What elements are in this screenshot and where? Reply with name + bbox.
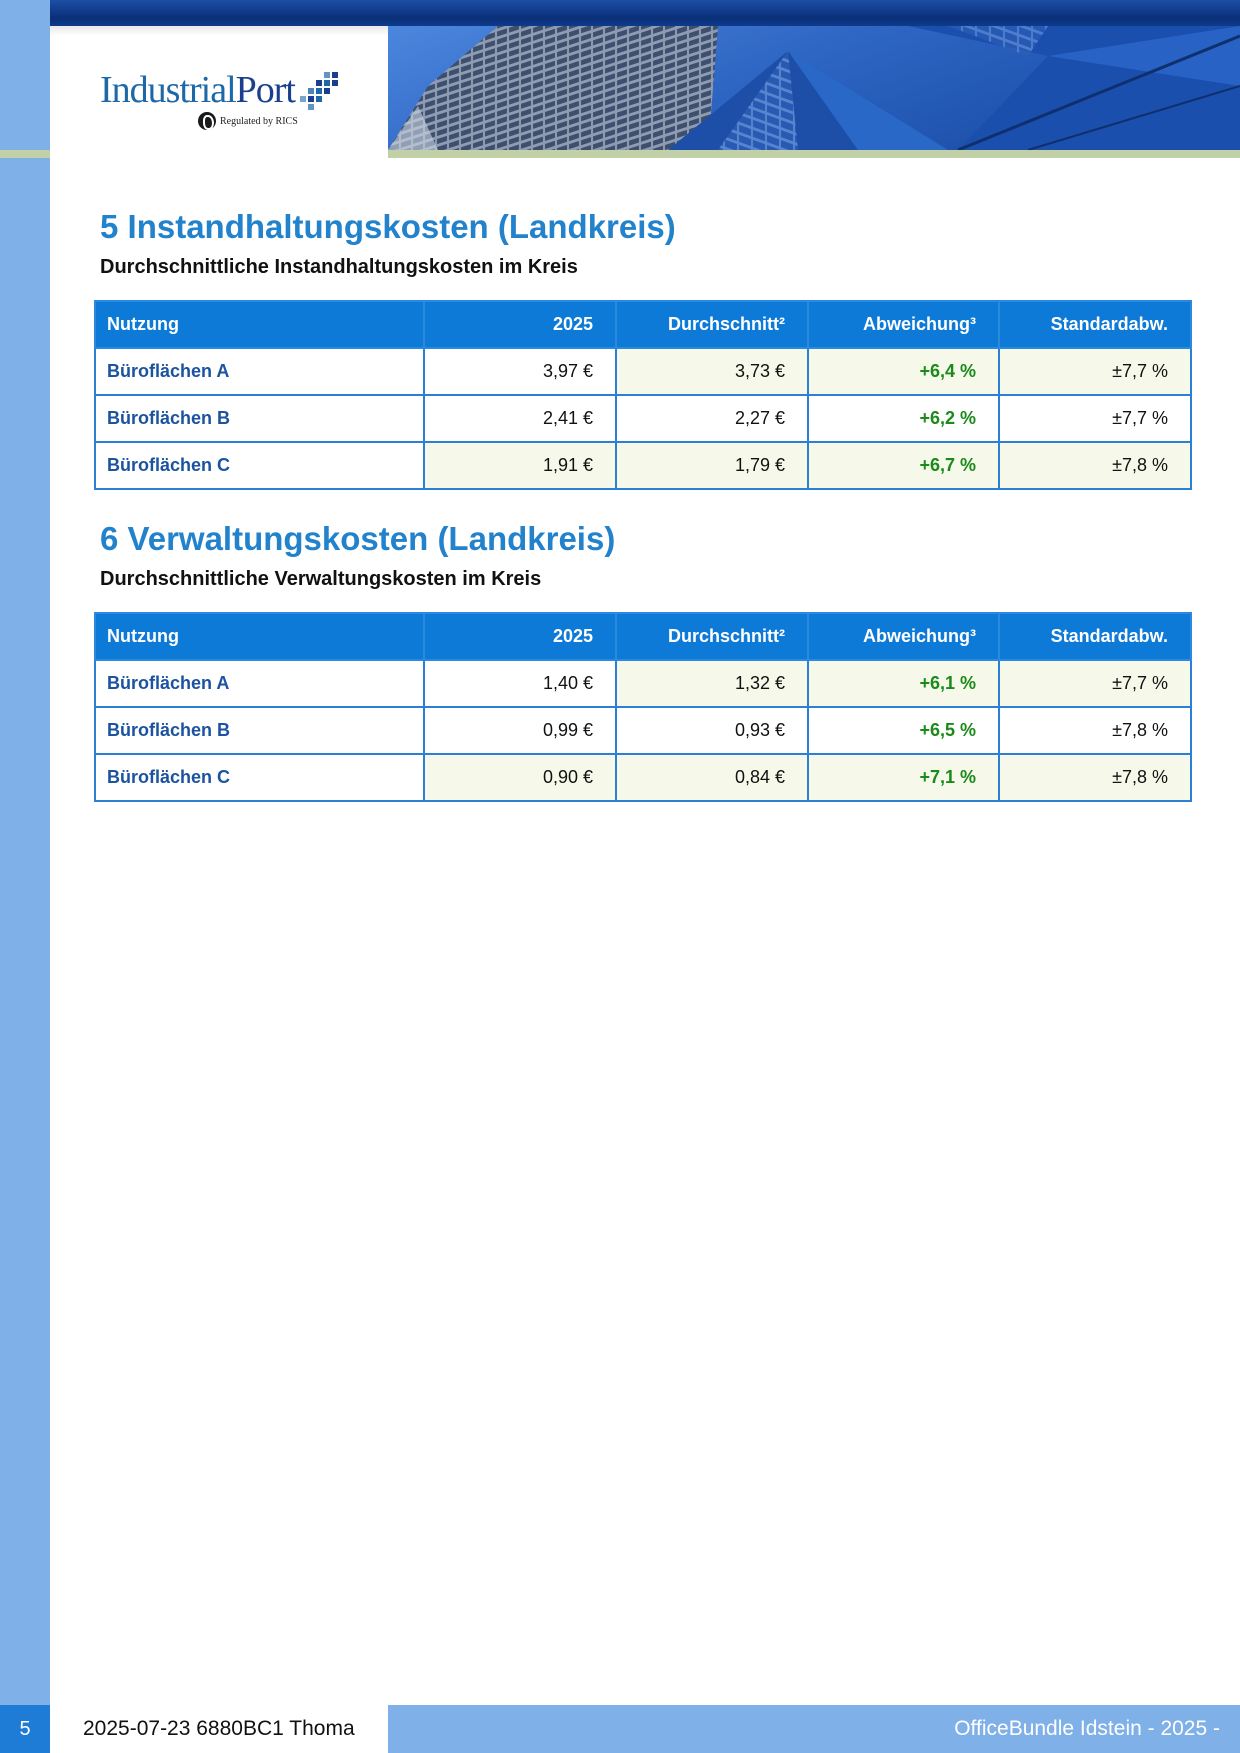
table-header-row (95, 301, 1191, 348)
stddev-cell: ±7,8 % (999, 754, 1191, 801)
table-header-row (95, 613, 1191, 660)
column-header: Durchschnitt² (616, 301, 808, 348)
industrialport-logo (100, 70, 360, 136)
footer-report-title: OfficeBundle Idstein - 2025 - (388, 1705, 1240, 1753)
usage-cell: Büroflächen C (95, 754, 424, 801)
logo-regulated-line (198, 110, 298, 132)
deviation-cell: +7,1 % (808, 754, 999, 801)
usage-cell: Büroflächen A (95, 348, 424, 395)
administration-cost-table (94, 612, 1192, 802)
column-header: Nutzung (95, 613, 424, 660)
average-cell: 1,79 € (616, 442, 808, 489)
column-header: Nutzung (95, 301, 424, 348)
value-2025-cell: 0,99 € (424, 707, 616, 754)
deviation-cell: +6,7 % (808, 442, 999, 489)
top-bar (0, 0, 1240, 26)
value-2025-cell: 0,90 € (424, 754, 616, 801)
stddev-cell: ±7,8 % (999, 442, 1191, 489)
section-6-title: 6 Verwaltungskosten (Landkreis) (100, 520, 616, 557)
deviation-cell: +6,5 % (808, 707, 999, 754)
column-header: Standardabw. (999, 613, 1191, 660)
column-header: Abweichung³ (808, 613, 999, 660)
column-header: Abweichung³ (808, 301, 999, 348)
deviation-cell: +6,2 % (808, 395, 999, 442)
footer-document-id: 2025-07-23 6880BC1 Thoma (50, 1705, 388, 1753)
sidebar-accent-strip (0, 150, 50, 158)
average-cell: 0,93 € (616, 707, 808, 754)
table-row (95, 707, 1191, 754)
column-header: 2025 (424, 301, 616, 348)
rics-lion-icon (198, 112, 216, 130)
table-row (95, 754, 1191, 801)
stddev-cell: ±7,8 % (999, 707, 1191, 754)
page-number: 5 (0, 1705, 50, 1753)
average-cell: 1,32 € (616, 660, 808, 707)
usage-cell: Büroflächen B (95, 395, 424, 442)
column-header: Standardabw. (999, 301, 1191, 348)
logo-squares-icon (300, 72, 340, 110)
value-2025-cell: 2,41 € (424, 395, 616, 442)
stddev-cell: ±7,7 % (999, 660, 1191, 707)
table-row (95, 395, 1191, 442)
header-building-photo (388, 26, 1240, 150)
deviation-cell: +6,4 % (808, 348, 999, 395)
logo-wordmark: IndustrialPort (100, 69, 295, 111)
section-5-subtitle: Durchschnittliche Instandhaltungskosten im Kreis (100, 256, 578, 278)
office-building-photo-icon (388, 26, 1240, 150)
value-2025-cell: 1,91 € (424, 442, 616, 489)
table-row (95, 442, 1191, 489)
deviation-cell: +6,1 % (808, 660, 999, 707)
average-cell: 2,27 € (616, 395, 808, 442)
value-2025-cell: 3,97 € (424, 348, 616, 395)
section-5-title: 5 Instandhaltungskosten (Landkreis) (100, 208, 676, 245)
usage-cell: Büroflächen A (95, 660, 424, 707)
column-header: 2025 (424, 613, 616, 660)
average-cell: 0,84 € (616, 754, 808, 801)
average-cell: 3,73 € (616, 348, 808, 395)
stddev-cell: ±7,7 % (999, 395, 1191, 442)
left-sidebar-band (0, 0, 50, 1705)
header-accent-strip (388, 150, 1240, 158)
column-header: Durchschnitt² (616, 613, 808, 660)
table-row (95, 348, 1191, 395)
stddev-cell: ±7,7 % (999, 348, 1191, 395)
usage-cell: Büroflächen B (95, 707, 424, 754)
regulated-text: Regulated by RICS (220, 115, 298, 127)
table-row (95, 660, 1191, 707)
maintenance-cost-table (94, 300, 1192, 490)
usage-cell: Büroflächen C (95, 442, 424, 489)
value-2025-cell: 1,40 € (424, 660, 616, 707)
section-6-subtitle: Durchschnittliche Verwaltungskosten im Kreis (100, 568, 542, 590)
